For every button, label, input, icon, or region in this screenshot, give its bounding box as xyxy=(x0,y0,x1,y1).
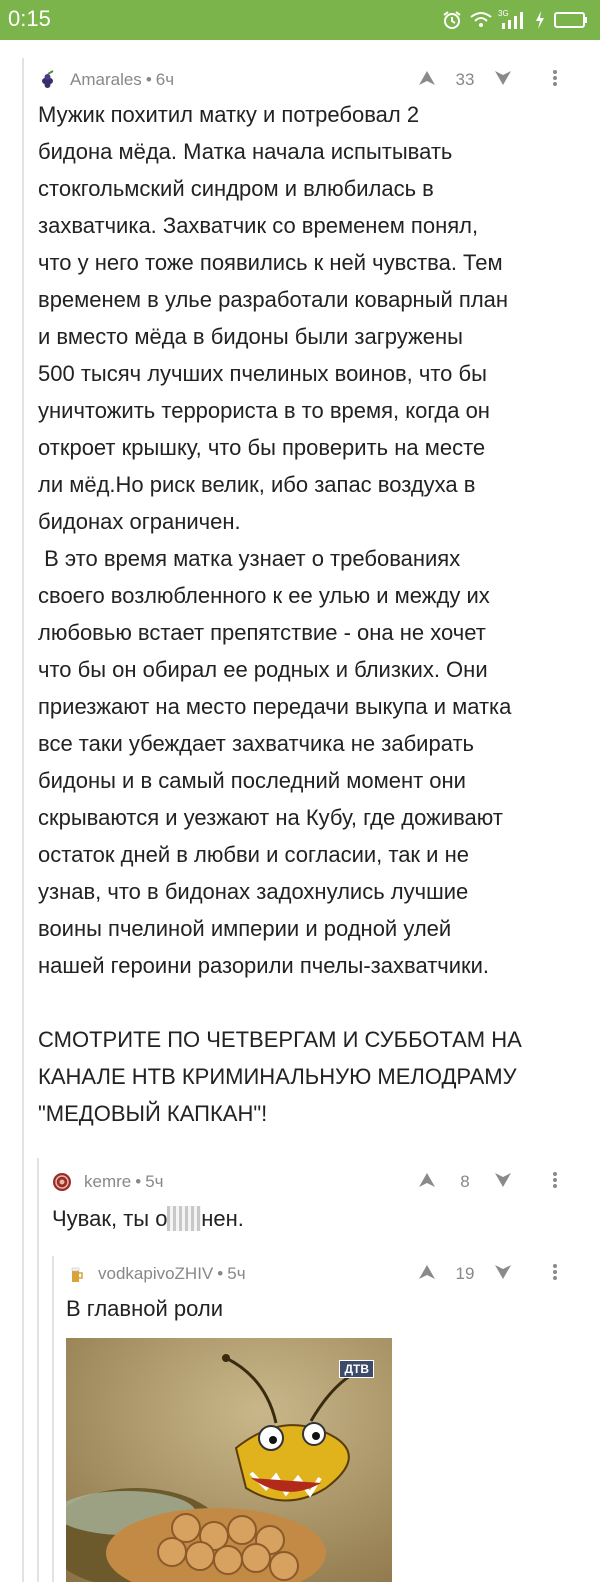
thread-line xyxy=(22,58,24,1582)
charging-icon xyxy=(534,10,546,30)
vote-controls xyxy=(418,1262,558,1286)
comment-body: В главной роли xyxy=(66,1296,223,1321)
comment-meta xyxy=(66,1262,246,1286)
bramble-avatar-icon[interactable] xyxy=(38,70,58,90)
score: 19 xyxy=(455,1264,475,1283)
comment-time: 5ч xyxy=(227,1264,246,1283)
comment-line: уничтожить террориста в то время, когда он xyxy=(38,398,490,423)
separator-dot: • xyxy=(217,1264,224,1283)
comment-line: бидонах ограничен. xyxy=(38,509,241,534)
author-name[interactable]: kemre xyxy=(84,1172,132,1191)
comment-line: остаток дней в любви и согласии, так и не xyxy=(38,842,469,867)
signal-icon xyxy=(500,11,526,29)
author-name[interactable]: Amarales xyxy=(70,70,142,89)
comment-line: все таки убеждает захватчика не забирать xyxy=(38,731,474,756)
comment-line: и вместо мёда в бидоны были загружены xyxy=(38,324,463,349)
censored-word xyxy=(167,1206,201,1231)
comment-line: СМОТРИТЕ ПО ЧЕТВЕРГАМ И СУББОТАМ НА xyxy=(38,1027,522,1052)
comment-line: В это время матка узнает о требованиях xyxy=(38,546,461,571)
status-icons xyxy=(442,8,588,32)
vote-controls xyxy=(418,1170,558,1194)
beer-glass-avatar-icon[interactable] xyxy=(66,1264,86,1284)
comment-body xyxy=(38,96,590,1132)
more-options-icon[interactable] xyxy=(552,1263,558,1286)
tv-channel-logo: ДТВ xyxy=(339,1360,374,1378)
comment-line: что бы он обирал ее родных и близких. Они xyxy=(38,657,488,682)
comment-meta xyxy=(38,68,174,92)
comment-line: узнав, что в бидонах задохнулись лучшие xyxy=(38,879,469,904)
more-options-icon[interactable] xyxy=(552,69,558,92)
status-bar xyxy=(0,0,600,40)
downvote-icon[interactable] xyxy=(494,70,512,91)
comment-time: 6ч xyxy=(155,70,175,89)
comment-meta xyxy=(52,1170,164,1194)
attached-image[interactable] xyxy=(66,1338,392,1582)
comment-line: что у него тоже появились к ней чувства. Тем xyxy=(38,250,503,275)
comment-line: откроет крышку, что бы проверить на месте xyxy=(38,435,486,460)
alarm-icon xyxy=(442,10,462,30)
thread-line xyxy=(37,1158,39,1582)
thread-line xyxy=(52,1256,54,1582)
separator-dot: • xyxy=(135,1172,142,1191)
comment-line: "МЕДОВЫЙ КАПКАН"! xyxy=(38,1101,268,1126)
upvote-icon[interactable] xyxy=(418,1264,436,1285)
comment-line: приезжают на место передачи выкупа и матка xyxy=(38,694,512,719)
score: 8 xyxy=(460,1172,470,1191)
comment-line: любовью встает препятствие - она не хочет xyxy=(38,620,486,645)
vote-controls xyxy=(418,68,558,92)
comment-text-end: нен. xyxy=(201,1206,244,1231)
comment-body xyxy=(52,1200,572,1237)
comment-line xyxy=(38,984,590,1021)
comment-line: бидоны и в самый последний момент они xyxy=(38,768,466,793)
downvote-icon[interactable] xyxy=(494,1264,512,1285)
clock: 0:15 xyxy=(8,6,51,31)
wifi-icon xyxy=(470,11,492,29)
battery-icon xyxy=(554,11,588,29)
comment-time: 5ч xyxy=(145,1172,164,1191)
comment-line: стокгольмский синдром и влюбилась в xyxy=(38,176,434,201)
round-red-avatar-icon[interactable] xyxy=(52,1172,72,1192)
comment-line: скрываются и уезжают на Кубу, где доживают xyxy=(38,805,503,830)
comment-line: временем в улье разработали коварный план xyxy=(38,287,509,312)
author-name[interactable]: vodkapivoZHIV xyxy=(98,1264,214,1283)
comment-line: 500 тысяч лучших пчелиных воинов, что бы xyxy=(38,361,487,386)
comment-line: нашей героини разорили пчелы-захватчики. xyxy=(38,953,490,978)
downvote-icon[interactable] xyxy=(494,1172,512,1193)
comment-line: захватчика. Захватчик со временем понял, xyxy=(38,213,479,238)
comment-line: ли мёд.Но риск велик, ибо запас воздуха в xyxy=(38,472,476,497)
comment-line: бидона мёда. Матка начала испытывать xyxy=(38,139,453,164)
separator-dot: • xyxy=(145,70,152,89)
comment-text-start: Чувак, ты о xyxy=(52,1206,168,1231)
more-options-icon[interactable] xyxy=(552,1171,558,1194)
comment-line: своего возлюбленного к ее улью и между их xyxy=(38,583,490,608)
comment-line: Мужик похитил матку и потребовал 2 xyxy=(38,102,420,127)
network-type: 3G xyxy=(498,9,509,18)
comment-line: воины пчелиной империи и родной улей xyxy=(38,916,452,941)
comment-line: КАНАЛЕ НТВ КРИМИНАЛЬНУЮ МЕЛОДРАМУ xyxy=(38,1064,517,1089)
upvote-icon[interactable] xyxy=(418,1172,436,1193)
upvote-icon[interactable] xyxy=(418,70,436,91)
score: 33 xyxy=(455,70,475,89)
